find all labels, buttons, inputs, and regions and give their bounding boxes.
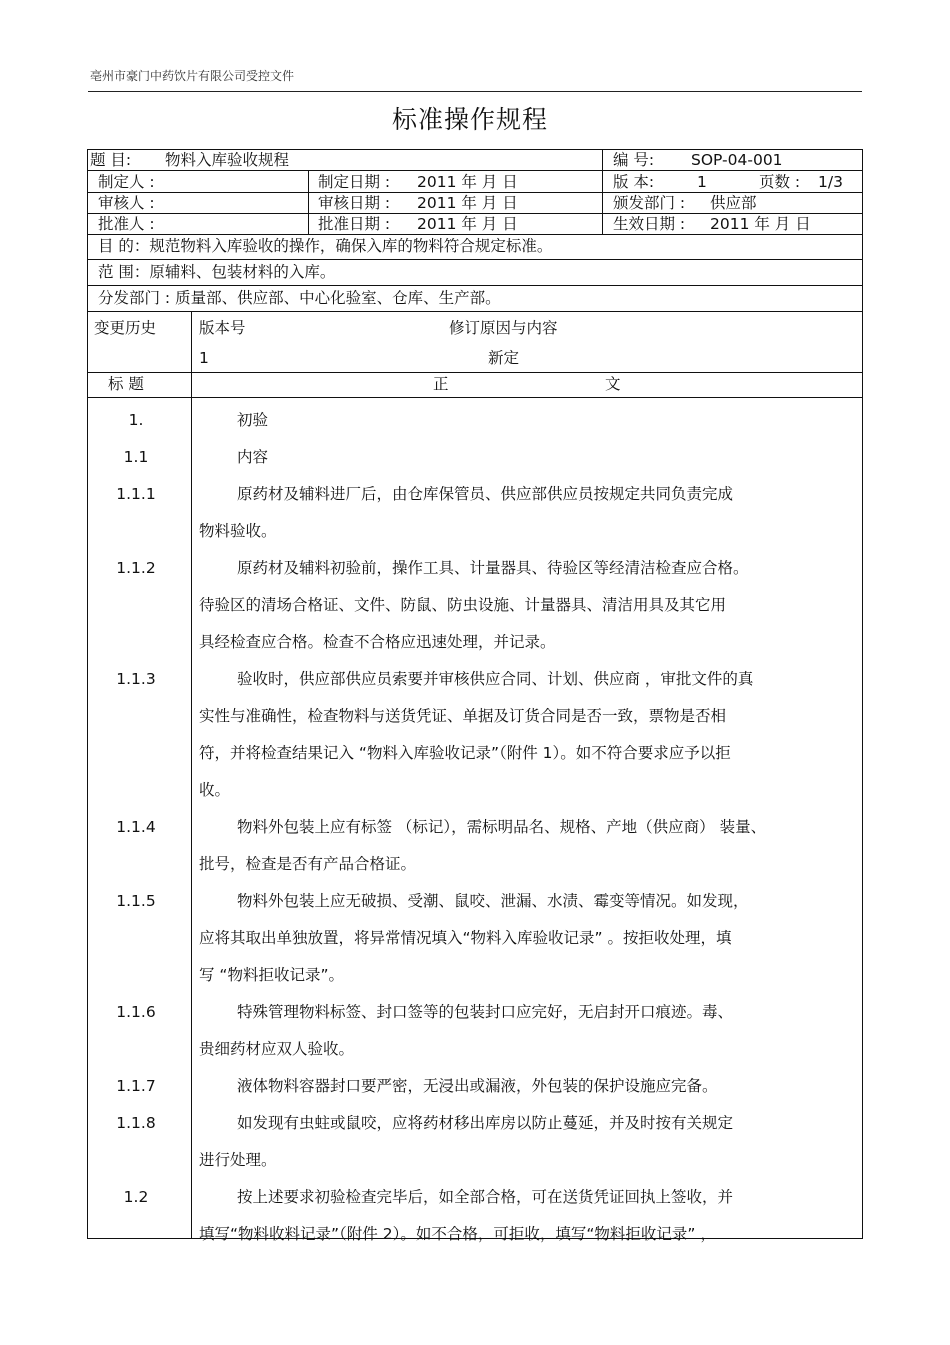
row-divider <box>87 311 863 312</box>
section-line: 待验区的清场合格证、文件、防鼠、防虫设施、计量器具、清洁用具及其它用 <box>199 596 727 614</box>
scope-text: 范 围：原辅料、包装材料的入库。 <box>98 263 336 281</box>
section-text <box>199 1105 854 1179</box>
row-divider <box>87 234 863 235</box>
row-divider <box>87 170 863 171</box>
subject-label: 题 目: <box>90 151 132 169</box>
col-divider <box>602 149 603 234</box>
row-divider <box>87 285 863 286</box>
row-divider <box>87 259 863 260</box>
section-line: 符，并将检查结果记入 “物料入库验收记录”（附件 1）。如不符合要求应予以拒 <box>199 744 731 762</box>
section-line: 液体物料容器封口要严密，无浸出或漏液，外包装的保护设施应完备。 <box>237 1077 718 1095</box>
section-text <box>199 994 854 1068</box>
section-line: 物料外包装上应无破损、受潮、鼠咬、泄漏、水渍、霉变等情况。如发现， <box>237 892 749 910</box>
section-number: 1.1.7 <box>116 1077 156 1095</box>
approve-date-label: 批准日期 : <box>318 215 391 233</box>
company-header: 亳州市豪门中药饮片有限公司受控文件 <box>90 69 295 83</box>
section-line: 贵细药材应双人验收。 <box>199 1040 355 1058</box>
section-number: 1.1.4 <box>116 818 156 836</box>
pages-label: 页数 : <box>759 173 801 191</box>
section-line: 内容 <box>237 448 269 466</box>
section-line: 原药材及辅料初验前，操作工具、计量器具、待验区等经清洁检查应合格。 <box>237 559 749 577</box>
section-number: 1.1.2 <box>116 559 156 577</box>
section-line: 按上述要求初验检查完毕后，如全部合格，可在送货凭证回执上签收，并 <box>237 1188 734 1206</box>
body-header-text-a: 正 <box>433 375 449 393</box>
distribution-text: 分发部门 : 质量部、供应部、中心化验室、仓库、生产部。 <box>98 289 501 307</box>
effective-label: 生效日期 : <box>613 215 686 233</box>
reviewer-label: 审核人 : <box>98 194 155 212</box>
version-label: 版 本: <box>613 173 655 191</box>
section-line: 应将其取出单独放置，将异常情况填入“物料入库验收记录” 。按拒收处理，填 <box>199 929 732 947</box>
section-number: 1.1.6 <box>116 1003 156 1021</box>
section-number: 1.1.8 <box>116 1114 156 1132</box>
section-text <box>199 439 854 476</box>
section-line: 填写“物料收料记录”（附件 2）。如不合格，可拒收，填写“物料拒收记录” ， <box>199 1225 716 1243</box>
code-label: 编 号: <box>613 151 655 169</box>
section-line: 验收时，供应部供应员索要并审核供应合同、计划、供应商 ，审批文件的真 <box>237 670 754 688</box>
section-line: 初验 <box>237 411 269 429</box>
section-text <box>199 661 854 809</box>
section-number: 1.1.1 <box>116 485 156 503</box>
row-divider <box>87 397 863 398</box>
section-line: 进行处理。 <box>199 1151 277 1169</box>
section-line: 实性与准确性，检查物料与送货凭证、单据及订货合同是否一致，票物是否相 <box>199 707 727 725</box>
review-date-value: 2011 年 月 日 <box>417 194 518 212</box>
row-divider <box>87 372 863 373</box>
header-divider <box>88 91 862 92</box>
change-history-reason-header: 修订原因与内容 <box>449 319 558 337</box>
subject-value: 物料入库验收规程 <box>165 151 290 169</box>
change-history-reason: 新定 <box>488 349 520 367</box>
section-number: 1.2 <box>123 1188 149 1206</box>
section-line: 批号，检查是否有产品合格证。 <box>199 855 417 873</box>
purpose-text: 目 的：规范物料入库验收的操作，确保入库的物料符合规定标准。 <box>98 237 553 255</box>
col-divider <box>308 170 309 234</box>
section-line: 写 “物料拒收记录”。 <box>199 966 344 984</box>
issue-dept-value: 供应部 <box>710 194 757 212</box>
section-text <box>199 402 854 439</box>
section-number: 1. <box>128 411 144 429</box>
review-date-label: 审核日期 : <box>318 194 391 212</box>
section-line: 物料验收。 <box>199 522 277 540</box>
section-number: 1.1 <box>123 448 149 466</box>
effective-value: 2011 年 月 日 <box>710 215 811 233</box>
section-line: 具经检查应合格。检查不合格应迅速处理，并记录。 <box>199 633 556 651</box>
col-divider <box>191 311 192 1239</box>
section-line: 原药材及辅料进厂后，由仓库保管员、供应部供应员按规定共同负责完成 <box>237 485 734 503</box>
section-text <box>199 550 854 661</box>
code-value: SOP-04-001 <box>691 151 783 169</box>
make-date-label: 制定日期 : <box>318 173 391 191</box>
section-text <box>199 883 854 994</box>
section-text <box>199 1179 854 1253</box>
approver-label: 批准人 : <box>98 215 155 233</box>
body-header-title: 标 题 <box>108 375 144 393</box>
issue-dept-label: 颁发部门 : <box>613 194 686 212</box>
change-history-version: 1 <box>199 349 209 367</box>
version-value: 1 <box>697 173 707 191</box>
document-title: 标准操作规程 <box>391 105 548 134</box>
make-date-value: 2011 年 月 日 <box>417 173 518 191</box>
pages-value: 1/3 <box>818 173 843 191</box>
maker-label: 制定人 : <box>98 173 155 191</box>
section-number: 1.1.5 <box>116 892 156 910</box>
change-history-label: 变更历史 <box>94 319 157 337</box>
section-text <box>199 809 854 883</box>
section-line: 物料外包装上应有标签 （标记），需标明品名、规格、产地（供应商） 装量、 <box>237 818 767 836</box>
section-number: 1.1.3 <box>116 670 156 688</box>
section-text <box>199 1068 854 1105</box>
section-line: 收。 <box>199 781 231 799</box>
section-text <box>199 476 854 550</box>
change-history-version-header: 版本号 <box>199 319 246 337</box>
section-line: 如发现有虫蛀或鼠咬，应将药材移出库房以防止蔓延，并及时按有关规定 <box>237 1114 734 1132</box>
approve-date-value: 2011 年 月 日 <box>417 215 518 233</box>
body-header-text-b: 文 <box>605 375 621 393</box>
section-line: 特殊管理物料标签、封口签等的包装封口应完好，无启封开口痕迹。毒、 <box>237 1003 734 1021</box>
